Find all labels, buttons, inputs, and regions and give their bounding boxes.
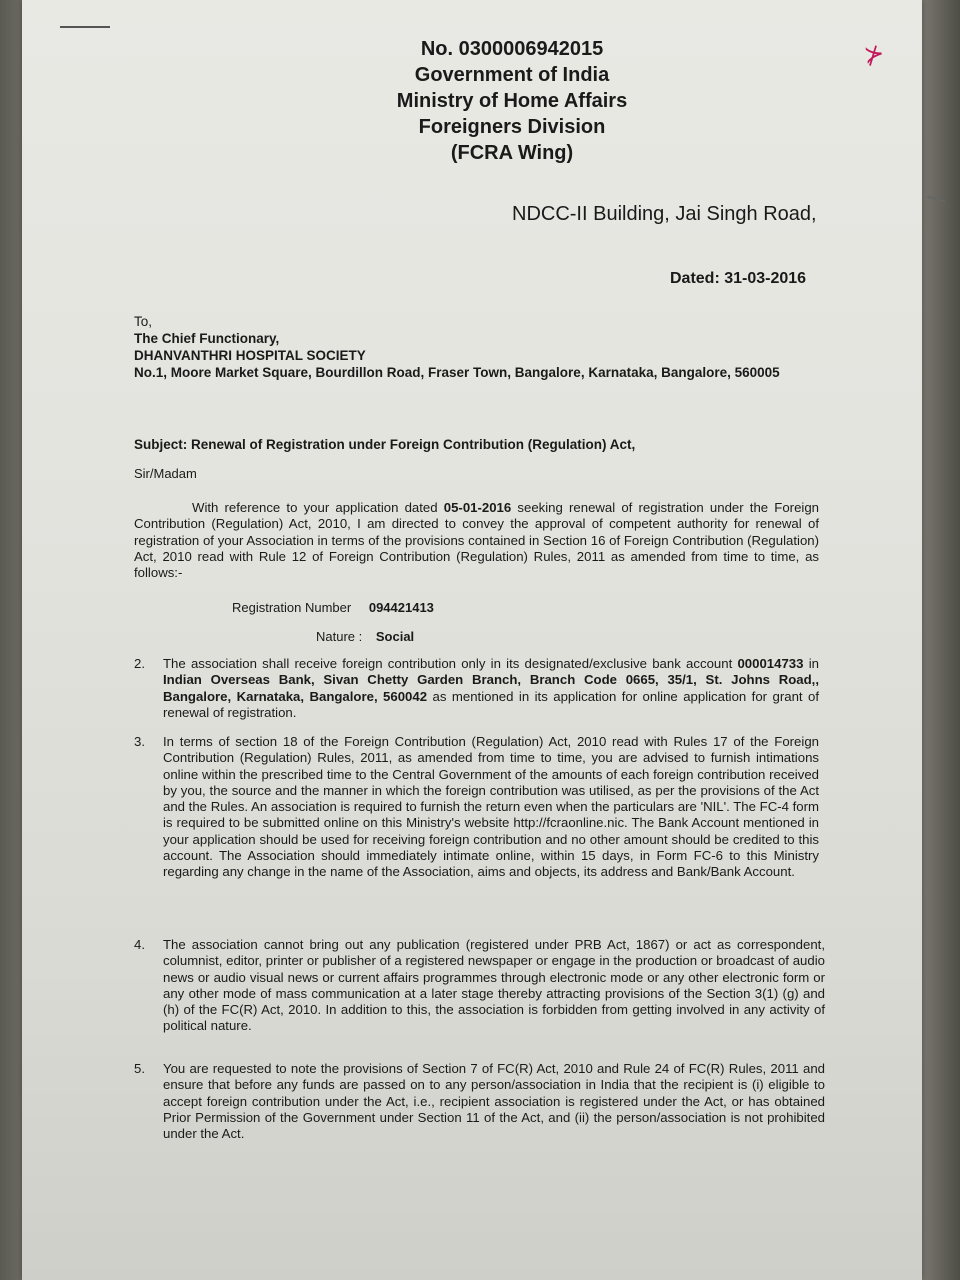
- to-label: To,: [134, 314, 153, 329]
- application-date: 05-01-2016: [443, 500, 512, 515]
- bank-account-number: 000014733: [737, 656, 804, 671]
- paragraph-5: You are requested to note the provisions of Section 7 of FC(R) Act, 2010 and Rule 24 of FC(R) Rules, 2011 and ensure that before any funds are passed on to any person/association in India that the recipient is (i) eligible to accept foreign contribution under the Act, i.e., recipient association is registered under the Act, or has obtained Prior Permission of the Government under Section 11 of the Act, and (ii) the person/association is not prohibited under the Act.: [163, 1061, 825, 1142]
- nature-row: [316, 629, 414, 644]
- pen-mark: [60, 26, 110, 28]
- office-address: NDCC-II Building, Jai Singh Road,: [512, 203, 817, 225]
- header-line-division: Foreigners Division: [418, 116, 606, 138]
- bank-details: Indian Overseas Bank, Sivan Chetty Garden Branch, Branch Code 0665, 35/1, St. Johns Road,, Bangalore, Karnataka, Bangalore, 560042: [163, 672, 819, 704]
- paragraph-4: The association cannot bring out any publication (registered under PRB Act, 1867) or act as correspondent, columnist, editor, printer or publisher of a registered newspaper or engage in the production or broadcast of audio news or audio visual news or current affairs programmes through electronic mode or any other electronic form or any other mode of mass communication at a later stage thereby attracting provisions of the Section 3(1) (g) and (h) of the FC(R) Act, 2010. In addition to this, the association is forbidden from getting involved in any activity of political nature.: [163, 937, 825, 1034]
- paragraph-2: The association shall receive foreign contribution only in its designated/exclusive bank account 000014733 in Indian Overseas Bank, Sivan Chetty Garden Branch, Branch Code 0665, 35/1, St. Johns Road,, Bangalore, Karnataka, Bangalore, 560042 as mentioned in its application for online application for grant of renewal of registration.: [163, 656, 820, 720]
- recipient-title: The Chief Functionary,: [134, 331, 280, 346]
- registration-number-row: [232, 600, 434, 615]
- recipient-name: DHANVANTHRI HOSPITAL SOCIETY: [134, 348, 366, 363]
- salutation: Sir/Madam: [134, 466, 197, 481]
- nature-value: Social: [375, 629, 415, 644]
- subject-text: Renewal of Registration under Foreign Contribution (Regulation) Act,: [191, 437, 636, 452]
- subject-line: [134, 437, 635, 452]
- paragraph-2-number: 2.: [134, 656, 145, 671]
- reference-number: No. 0300006942015: [420, 38, 604, 60]
- header-line-wing: (FCRA Wing): [450, 142, 574, 164]
- letter-page: [22, 0, 922, 1280]
- paragraph-3-number: 3.: [134, 734, 145, 749]
- registration-label: Registration Number: [232, 600, 352, 615]
- header-line-govt: Government of India: [414, 64, 610, 86]
- nature-label: Nature :: [316, 629, 363, 644]
- registration-value: 094421413: [368, 600, 434, 615]
- paragraph-4-number: 4.: [134, 937, 145, 952]
- intro-paragraph: With reference to your application dated 05-01-2016 seeking renewal of registration under the Foreign Contribution (Regulation) Act, 2010, I am directed to convey the approval of competent authority for renewal of registration of your Association in terms of the provisions contained in Section 16 of Foreign Contribution (Regulation) Act, 2010 read with Rule 12 of Foreign Contribution (Regulation) Rules, 2011 as amended from time to time, as follows:-: [134, 500, 820, 581]
- subject-label: Subject:: [134, 437, 188, 452]
- letter-date: Dated: 31-03-2016: [670, 270, 807, 287]
- red-handwritten-mark: ⊁: [862, 38, 886, 70]
- letter-header: [342, 36, 682, 166]
- recipient-address: No.1, Moore Market Square, Bourdillon Road, Fraser Town, Bangalore, Karnataka, Bangalore, 560005: [134, 365, 780, 380]
- recipient-block: [134, 313, 814, 381]
- header-line-ministry: Ministry of Home Affairs: [396, 90, 628, 112]
- paragraph-3: In terms of section 18 of the Foreign Contribution (Regulation) Act, 2010 read with Rules 17 of the Foreign Contribution (Regulation) Rules, 2011, as amended from time to time, you are advised to furnish intimations online within the prescribed time to the Central Government of the amounts of each foreign contribution received by you, the source and the manner in which the foreign contribution was utilised, as per the provisions of the Act and the Rules. An association is required to furnish the return even when the particulars are 'NIL'. The FC-4 form is required to be submitted online on this Ministry's website http://fcraonline.nic. The Bank Account mentioned in your application should be used for receiving foreign contribution and no other amount should be credited to this account. The Association should immediately intimate online, within 15 days, in Form FC-6 to this Ministry regarding any change in the name of the Association, aims and objects, its address and Bank/Bank Account.: [163, 734, 819, 880]
- paragraph-5-number: 5.: [134, 1061, 145, 1076]
